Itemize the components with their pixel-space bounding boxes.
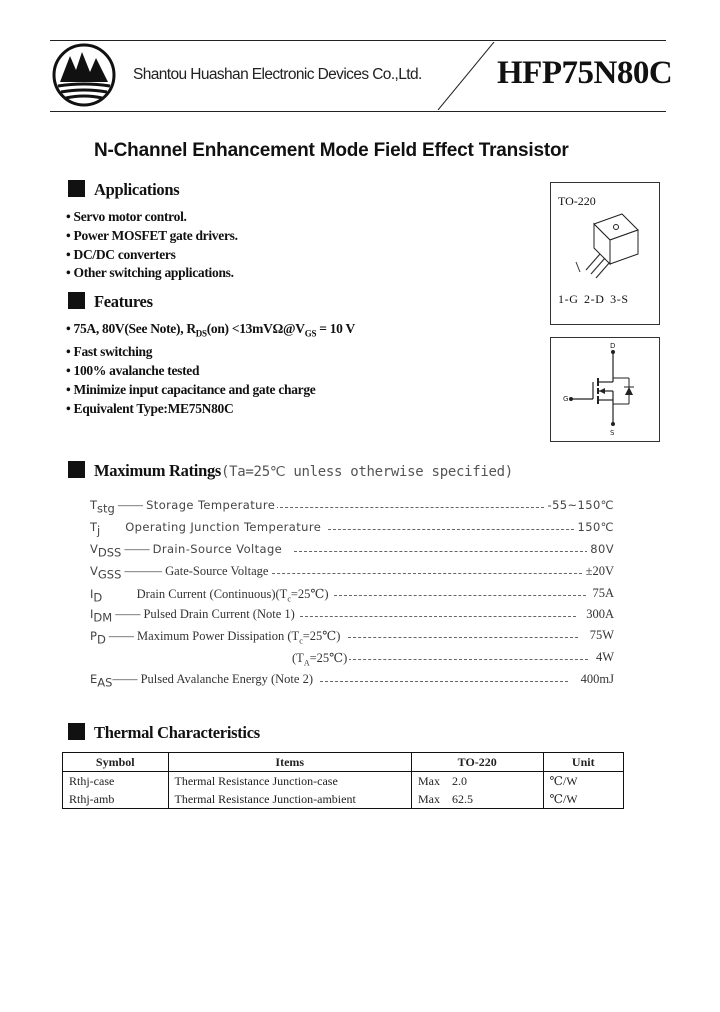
thermal-table: [62, 752, 624, 809]
list-item: • Servo motor control.: [66, 209, 187, 224]
pin-g-label: G: [563, 395, 569, 403]
package-pinout: 1-G 2-D 3-S: [558, 292, 629, 306]
max-ratings-note: (Ta=25℃ unless otherwise specified): [221, 464, 513, 480]
rating-row: $V_{GSS}$ ——— Gate-Source Voltage ±20V: [90, 564, 614, 582]
column-header: Items: [168, 753, 411, 772]
rating-row: $(T_A=25℃)$ 4W: [292, 650, 614, 668]
package-name: TO-220: [558, 194, 596, 208]
company-name: Shantou Huashan Electronic Devices Co.,Ltd.: [133, 66, 422, 83]
thermal-heading: Thermal Characteristics: [68, 723, 260, 743]
list-item: • Equivalent Type:ME75N80C: [66, 400, 234, 416]
page-title: N-Channel Enhancement Mode Field Effect Transistor: [94, 140, 569, 161]
rating-row: $I_D$ Drain Current $(Continuous)(T_c=25℃)$ 75A: [90, 586, 614, 605]
list-item: • Minimize input capacitance and gate charge: [66, 382, 316, 398]
list-item: • DC/DC converters: [66, 246, 176, 262]
part-number: HFP75N80C: [497, 55, 673, 91]
header-rule-top: [50, 40, 666, 41]
max-ratings-heading: Maximum Ratings(Ta=25℃ unless otherwise specified): [68, 461, 513, 481]
applications-list: [66, 208, 238, 283]
rating-row: $E_{AS}——$ Pulsed Avalanche Energy (Note 2) 400mJ: [90, 672, 614, 690]
table-row: Rthj-amb Thermal Resistance Junction-ambient Max 62.5 ℃/W: [63, 790, 624, 809]
pin-d-label: D: [610, 342, 616, 350]
section-bullet-icon: [68, 723, 85, 740]
rating-row: $V_{DSS}$ —— Drain-Source Voltage 80V: [90, 542, 614, 560]
header-rule-bottom: [50, 111, 666, 112]
table-row: Rthj-case Thermal Resistance Junction-case Max 2.0 ℃/W: [63, 772, 624, 791]
list-item: • 75A, 80V(See Note), $R_{DS}(on)$ $<13mV\Omega@V_{GS} = 10$ V: [66, 321, 355, 339]
rating-row: $T_j$ Operating Junction Temperature 150℃: [90, 520, 614, 538]
section-bullet-icon: [68, 292, 85, 309]
list-item: • Other switching applications.: [66, 265, 234, 281]
table-header-row: [63, 753, 624, 772]
section-bullet-icon: [68, 180, 85, 197]
section-bullet-icon: [68, 461, 85, 478]
to220-package-icon: [572, 210, 642, 282]
column-header: TO-220: [411, 753, 543, 772]
column-header: Symbol: [63, 753, 169, 772]
mosfet-symbol-icon: [551, 338, 657, 439]
list-item: • Fast switching: [66, 344, 153, 360]
ohm-icon: Ω: [272, 321, 284, 336]
column-header: Unit: [543, 753, 623, 772]
applications-heading: Applications: [68, 180, 179, 200]
pin-s-label: S: [610, 429, 615, 437]
features-heading: Features: [68, 292, 153, 312]
features-list: [66, 320, 355, 419]
rating-row: $I_{DM}$ —— Pulsed Drain Current (Note 1) 300A: [90, 607, 614, 625]
list-item: • 100% avalanche tested: [66, 363, 200, 379]
company-logo-icon: [52, 42, 116, 108]
rating-row: $P_D$ —— Maximum Power Dissipation $(T_c=25℃)$ 75W: [90, 628, 614, 647]
less-than-icon: <: [231, 321, 240, 336]
header-divider-slash: [436, 42, 496, 110]
rating-row: $T_{stg}$ —— Storage Temperature -55~150℃: [90, 498, 614, 516]
list-item: • Power MOSFET gate drivers.: [66, 227, 238, 243]
